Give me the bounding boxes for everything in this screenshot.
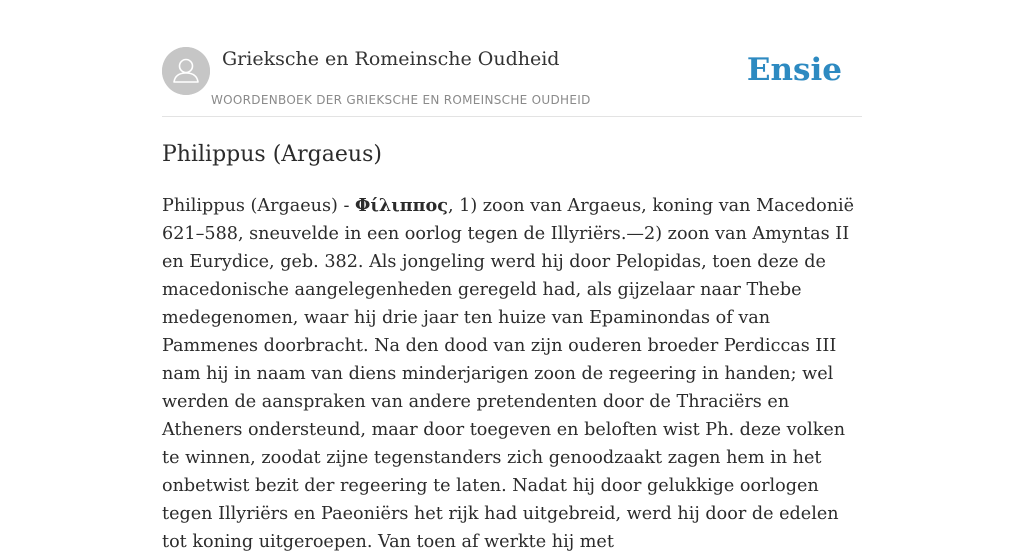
entry-title: Philippus (Argaeus) <box>162 142 382 167</box>
entry-body <box>162 192 862 556</box>
site-title[interactable]: Grieksche en Romeinsche Oudheid <box>222 48 560 70</box>
entry-text: , 1) zoon van Argaeus, koning van Macedonië 621–588, sneuvelde in een oorlog tegen de Illyriërs.—2) zoon van Amyntas II en Eurydice, geb. 382. Als jongeling werd hij door Pelopidas, toen deze de macedonische aangelegenheden geregeld had, als gijzelaar naar Thebe medegenomen, waar hij drie jaar ten huize van Epaminondas of van Pammenes doorbracht. Na den dood van zijn ouderen broeder Perdiccas III nam hij in naam van diens minderjarigen zoon de regeering in handen; wel werden de aanspraken van andere pretendenten door de Thraciërs en Atheners ondersteund, maar door toegeven en beloften wist Ph. deze volken te winnen, zoodat zijne tegenstanders zich genoodzaakt zagen hem in het onbetwist bezit der regeering te laten. Nadat hij door gelukkige oorlogen tegen Illyriërs en Paeoniërs het rijk had uitgebreid, werd hij door de edelen tot koning uitgeroepen. Van toen af werkte hij met <box>162 196 855 552</box>
site-subtitle: WOORDENBOEK DER GRIEKSCHE EN ROMEINSCHE OUDHEID <box>211 93 591 107</box>
site-header <box>162 47 862 117</box>
entry-lead: Philippus (Argaeus) - <box>162 196 356 216</box>
user-icon[interactable] <box>162 47 210 95</box>
greek-term: Φίλιππος <box>355 195 448 216</box>
brand-logo[interactable]: Ensie <box>746 52 842 88</box>
